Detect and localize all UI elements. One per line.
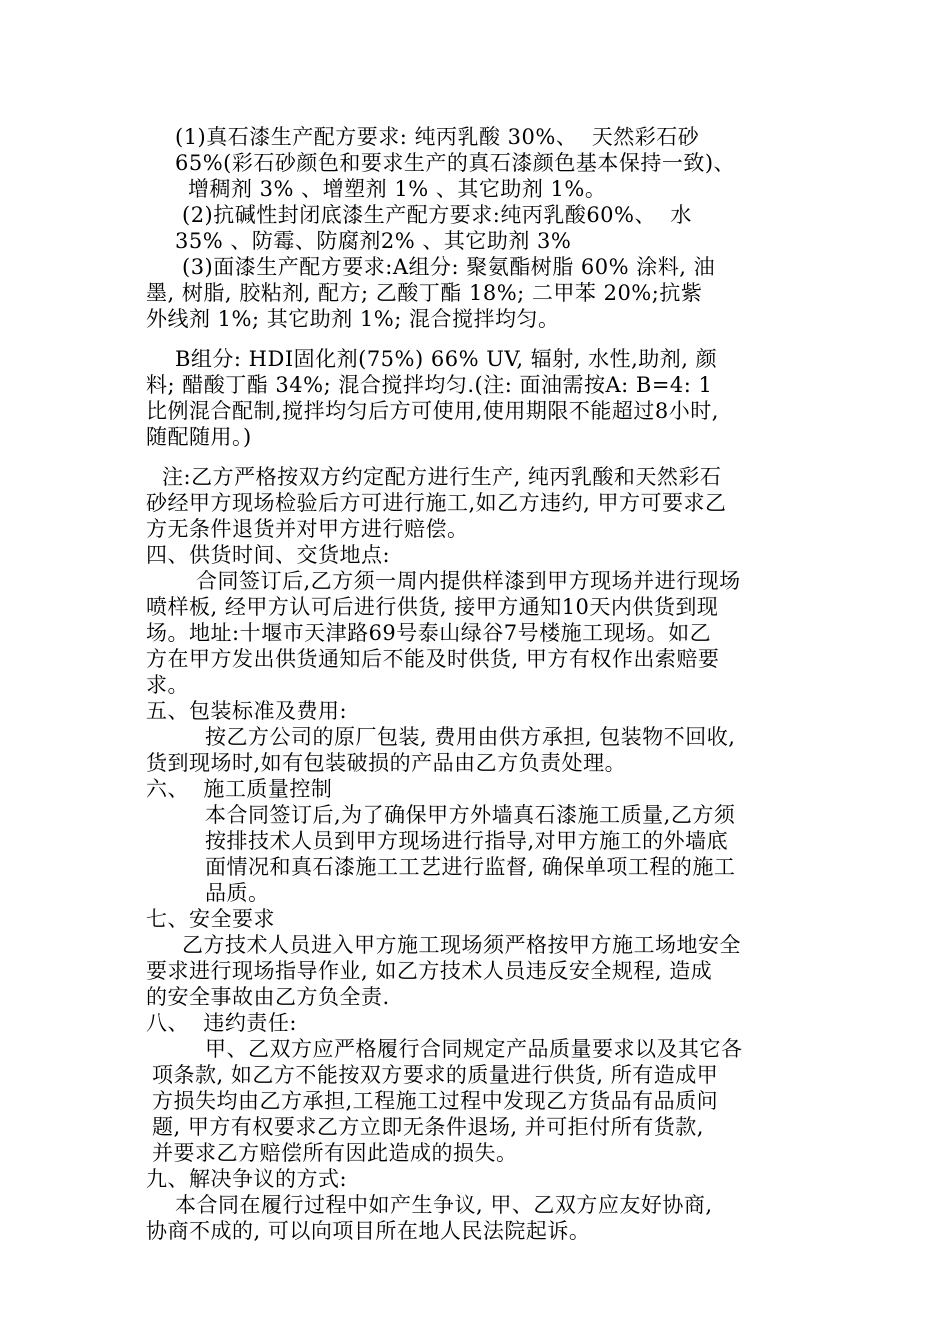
section-heading: 六、 施工质量控制 bbox=[146, 777, 333, 801]
section-heading: 八、 违约责任: bbox=[146, 1011, 297, 1035]
text-line: (1)真石漆生产配方要求: 纯丙乳酸 30%、 天然彩石砂 bbox=[175, 125, 700, 149]
text-line: 方损失均由乙方承担,工程施工过程中发现乙方货品有品质问 bbox=[152, 1089, 719, 1113]
text-line: 外线剂 1%; 其它助剂 1%; 混合搅拌均匀。 bbox=[146, 307, 560, 331]
text-line: 面情况和真石漆施工工艺进行监督, 确保单项工程的施工 bbox=[205, 855, 736, 879]
text-line: (3)面漆生产配方要求:A组分: 聚氨酯树脂 60% 涂料, 油 bbox=[182, 255, 716, 279]
text-line: (2)抗碱性封闭底漆生产配方要求:纯丙乳酸60%、 水 bbox=[182, 203, 692, 227]
text-line: 增稠剂 3% 、增塑剂 1% 、其它助剂 1%。 bbox=[188, 177, 607, 201]
text-line: 料; 醋酸丁酯 34%; 混合搅拌均匀.(注: 面油需按A: B=4: 1 bbox=[146, 373, 713, 397]
text-line: 65%(彩石砂颜色和要求生产的真石漆颜色基本保持一致)、 bbox=[175, 151, 736, 175]
text-line: 题, 甲方有权要求乙方立即无条件退场, 并可拒付所有货款, bbox=[152, 1115, 704, 1139]
section-heading: 七、安全要求 bbox=[146, 907, 275, 931]
text-line: 要求进行现场指导作业, 如乙方技术人员违反安全规程, 造成 bbox=[146, 959, 713, 983]
text-line: 并要求乙方赔偿所有因此造成的损失。 bbox=[152, 1141, 518, 1165]
section-heading: 九、解决争议的方式: bbox=[146, 1167, 348, 1191]
text-line: 项条款, 如乙方不能按双方要求的质量进行供货, 所有造成甲 bbox=[152, 1063, 719, 1087]
text-line: 方在甲方发出供货通知后不能及时供货, 甲方有权作出索赔要 bbox=[146, 647, 720, 671]
text-line: 按排技术人员到甲方现场进行指导,对甲方施工的外墙底 bbox=[205, 829, 729, 853]
text-line: 方无条件退货并对甲方进行赔偿。 bbox=[146, 517, 469, 541]
text-line: 乙方技术人员进入甲方施工现场须严格按甲方施工场地安全 bbox=[182, 933, 741, 957]
text-line: 喷样板, 经甲方认可后进行供货, 接甲方通知10天内供货到现 bbox=[146, 595, 719, 619]
text-line: 货到现场时,如有包装破损的产品由乙方负责处理。 bbox=[146, 751, 627, 775]
text-line: 比例混合配制,搅拌均匀后方可使用,使用期限不能超过8小时, bbox=[146, 399, 719, 423]
text-line: 墨, 树脂, 胶粘剂, 配方; 乙酸丁酯 18%; 二甲苯 20%;抗紫 bbox=[146, 281, 703, 305]
text-line: 场。地址:十堰市天津路69号泰山绿谷7号楼施工现场。如乙 bbox=[146, 621, 712, 645]
section-heading: 四、供货时间、交货地点: bbox=[146, 543, 391, 567]
text-line: 求。 bbox=[146, 673, 189, 697]
text-line: 35% 、防霉、防腐剂2% 、其它助剂 3% bbox=[175, 229, 572, 253]
text-line: 合同签订后,乙方须一周内提供样漆到甲方现场并进行现场 bbox=[196, 569, 741, 593]
text-line: 本合同签订后,为了确保甲方外墙真石漆施工质量,乙方须 bbox=[205, 803, 736, 827]
text-line: 砂经甲方现场检验后方可进行施工,如乙方违约, 甲方可要求乙 bbox=[146, 491, 727, 515]
text-line: 注:乙方严格按双方约定配方进行生产, 纯丙乳酸和天然彩石 bbox=[162, 465, 722, 489]
text-line: 的安全事故由乙方负全责. bbox=[146, 985, 390, 1009]
text-line: 按乙方公司的原厂包装, 费用由供方承担, 包装物不回收, bbox=[205, 725, 736, 749]
text-line: B组分: HDI固化剂(75%) 66% UV, 辐射, 水性,助剂, 颜 bbox=[175, 347, 718, 371]
text-line: 随配随用。) bbox=[146, 425, 252, 449]
section-heading: 五、包装标准及费用: bbox=[146, 699, 348, 723]
text-line: 协商不成的, 可以向项目所在地人民法院起诉。 bbox=[146, 1219, 591, 1243]
text-line: 品质。 bbox=[205, 881, 270, 905]
text-line: 本合同在履行过程中如产生争议, 甲、乙双方应友好协商, bbox=[175, 1193, 713, 1217]
text-line: 甲、乙双方应严格履行合同规定产品质量要求以及其它各 bbox=[205, 1037, 743, 1061]
